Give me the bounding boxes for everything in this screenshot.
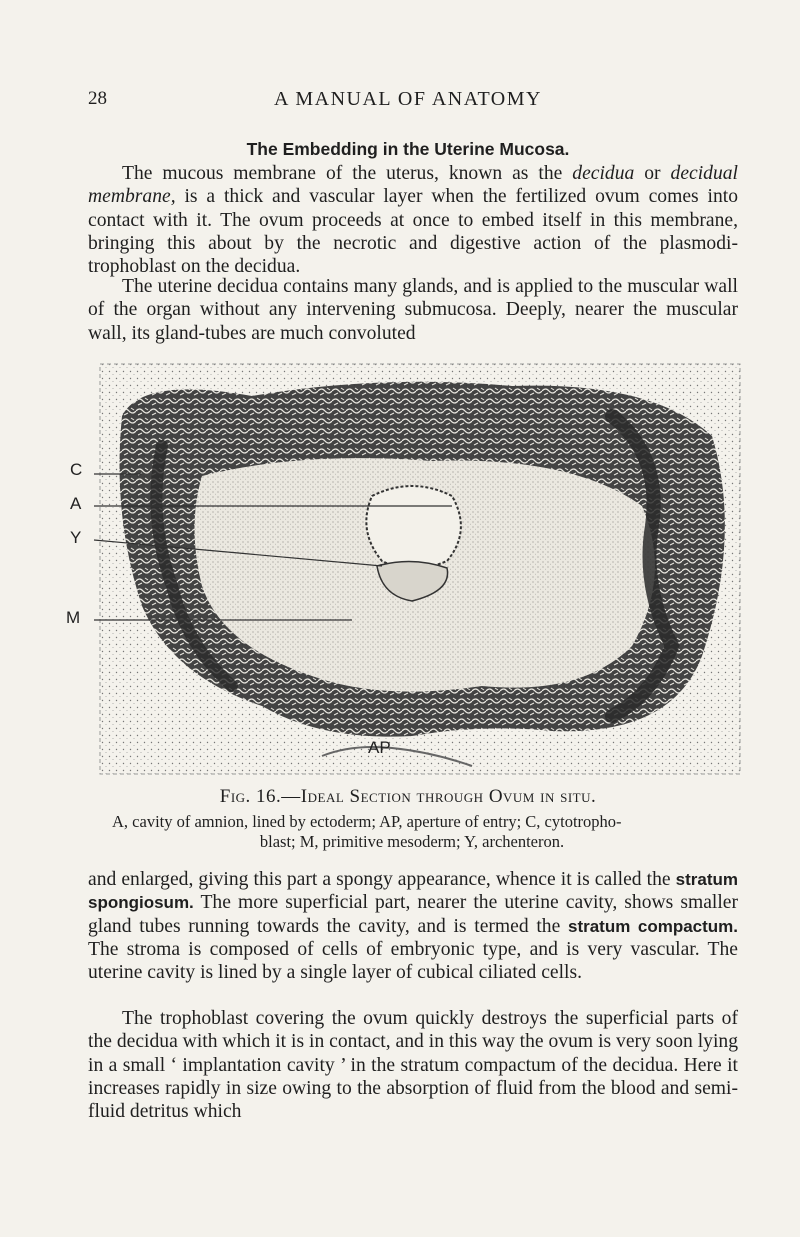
ovum-section-illustration — [52, 356, 752, 780]
paragraph-3 — [88, 868, 738, 984]
paragraph-4: The trophoblast covering the ovum quickly destroys the superficial parts of the decidua with which it is in contact, and in this way the ovum is very soon lying in a small ‘ implantation cavity ’ in the stratum compactum of the decidua. Here it increases rapidly in size owing to the absorption of fluid from the blood and semi-fluid detritus which — [88, 1008, 738, 1123]
legend-line-1: A, cavity of amnion, lined by ectoderm; AP, aperture of entry; C, cytotropho- — [112, 812, 622, 831]
paragraph-1-text-c: is a thick and vascular layer when the fertilized ovum comes into contact with it. The ovum proceeds at once to embed itself in this membrane, bringing this about by the necrotic and digestive action of the plasmodi-trophoblast on the decidua. — [88, 186, 738, 278]
running-head — [88, 88, 728, 112]
term-decidua: decidua — [572, 163, 635, 184]
term-decidual-membrane: decidual membrane, — [88, 163, 738, 208]
amnion-cavity — [366, 486, 461, 569]
paragraph-3-text-c: The stroma is composed of cells of embryonic type, and is very vascular. The uterine cavity is lined by a single layer of cubical ciliated cells. — [88, 938, 738, 984]
figure-caption-title — [88, 786, 728, 808]
label-c: C — [70, 460, 83, 479]
label-y: Y — [70, 528, 82, 547]
label-a: A — [70, 494, 82, 513]
section-title: The Embedding in the Uterine Mucosa. — [246, 139, 570, 159]
paragraph-3-text-b: The more superficial part, nearer the uterine cavity, shows smaller gland tubes running towards the cavity, and is termed the — [88, 892, 738, 937]
figure-ovum-section — [52, 356, 752, 780]
figure-legend — [112, 812, 712, 852]
figure-caption-text: Fig. 16.—Ideal Section through Ovum in situ. — [219, 786, 597, 807]
paragraph-2: The uterine decidua contains many glands, and is applied to the muscular wall of the organ without any intervening submucosa. Deeply, nearer the muscular wall, its gland-tubes are much convoluted — [88, 276, 738, 344]
paragraph-3-text-a: and enlarged, giving this part a spongy appearance, whence it is called the — [88, 869, 676, 890]
label-ap: AP — [368, 738, 391, 757]
label-m: M — [66, 608, 81, 627]
paragraph-1 — [88, 162, 738, 278]
term-stratum-compactum: stratum compactum. — [568, 916, 739, 936]
legend-line-2: blast; M, primitive mesoderm; Y, archenteron. — [259, 832, 565, 851]
page-number: 28 — [88, 88, 107, 109]
paragraph-1-text-a: The mucous membrane of the uterus, known as the — [122, 163, 573, 184]
term-stratum-spongiosum: stratum spongiosum. — [88, 870, 738, 913]
paragraph-1-text-b: or — [634, 163, 671, 184]
running-title: A MANUAL OF ANATOMY — [274, 88, 542, 110]
